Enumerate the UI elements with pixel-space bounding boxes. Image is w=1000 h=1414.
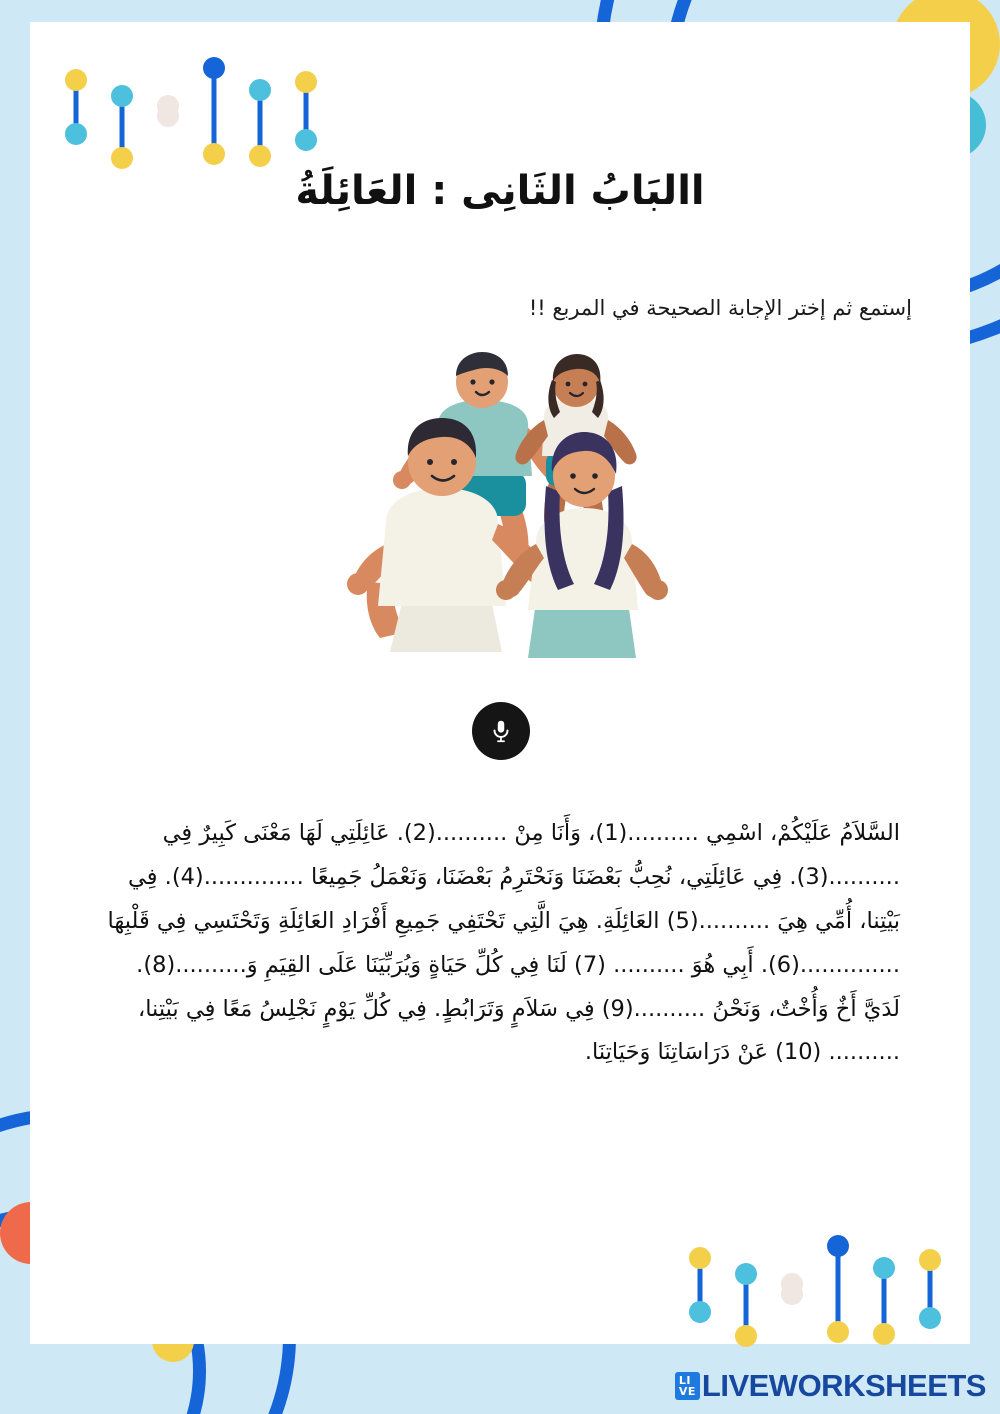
- barbell-cap-bottom: [781, 1283, 803, 1305]
- decorative-barbell: [204, 62, 224, 182]
- decorative-barbell: [920, 1240, 940, 1360]
- badge-line-2: VE: [678, 1385, 696, 1398]
- decorative-barbell: [690, 1240, 710, 1360]
- barbell-cap-bottom: [689, 1301, 711, 1323]
- barbell-cap-bottom: [873, 1323, 895, 1345]
- decorative-barbell: [828, 1240, 848, 1360]
- decorative-barbell: [736, 1240, 756, 1360]
- worksheet-sheet: [30, 22, 970, 1344]
- liveworksheets-logo: [675, 1368, 986, 1404]
- barbell-cap-top: [295, 71, 317, 93]
- instruction-text: إستمع ثم إختر الإجابة الصحيحة في المربع !!: [528, 296, 912, 320]
- audio-play-button[interactable]: [472, 702, 530, 760]
- decorative-barbells-bottom: [690, 1240, 940, 1360]
- barbell-cap-top: [689, 1247, 711, 1269]
- decorative-barbell: [296, 62, 316, 182]
- barbell-cap-top: [203, 57, 225, 79]
- barbell-cap-bottom: [919, 1307, 941, 1329]
- barbell-cap-top: [873, 1257, 895, 1279]
- decorative-barbell: [250, 62, 270, 182]
- badge-line-1: LI: [678, 1374, 691, 1387]
- barbell-cap-top: [249, 79, 271, 101]
- barbell-cap-top: [735, 1263, 757, 1285]
- barbell-cap-bottom: [157, 105, 179, 127]
- microphone-icon: [488, 718, 514, 744]
- decorative-barbell: [782, 1240, 802, 1360]
- decorative-barbell: [874, 1240, 894, 1360]
- barbell-cap-top: [919, 1249, 941, 1271]
- family-illustration: [330, 352, 670, 662]
- barbell-cap-bottom: [827, 1321, 849, 1343]
- barbell-cap-top: [111, 85, 133, 107]
- decorative-barbell: [112, 62, 132, 182]
- passage-text: السَّلاَمُ عَلَيْكُمْ، اسْمِي ..........(1)، وَأَنَا مِنْ ..........(2). عَائِلَتِي لَهَا مَعْنَى كَبِيرٌ فِي ..........(3). فِي عَائِلَتِي، نُحِبُّ بَعْضَنَا وَنَحْتَرِمُ بَعْضَنَا، وَنَعْمَلُ جَمِيعًا ..............(4). فِي بَيْتِنا، أُمِّي هِيَ ..........(5) العَائِلَةِ. هِيَ الَّتِي تَحْتَفِي جَمِيعِ أَفْرَادِ العَائِلَةِ وَتَحْتَسِي فِي قَلْبِهَا ..............(6). أَبِي هُوَ .......... (7) لَنَا فِي كُلِّ حَيَاةٍ وَيُرَبِّيَنَا عَلَى القِيَمِ وَ..........(8). لَدَيَّ أَخٌ وَأُخْتٌ، وَنَحْنُ ..........(9) فِي سَلاَمٍ وَتَرَابُطٍ. فِي كُلِّ يَوْمٍ نَجْلِسُ مَعًا فِي بَيْتِنا، .......... (10) عَنْ دَرَاسَاتِنَا وَحَيَاتِنَا.: [107, 820, 900, 1066]
- barbell-stem: [212, 68, 217, 154]
- barbell-cap-top: [65, 69, 87, 91]
- barbell-cap-bottom: [111, 147, 133, 169]
- page-title: االبَابُ الثَانِى : العَائِلَةُ: [295, 168, 705, 214]
- decorative-barbells-top: [66, 62, 316, 182]
- barbell-cap-bottom: [203, 143, 225, 165]
- liveworksheets-badge: [675, 1372, 700, 1400]
- decorative-barbell: [66, 62, 86, 182]
- barbell-cap-bottom: [295, 129, 317, 151]
- barbell-cap-bottom: [249, 145, 271, 167]
- barbell-cap-bottom: [65, 123, 87, 145]
- decorative-barbell: [158, 62, 178, 182]
- barbell-cap-top: [827, 1235, 849, 1257]
- barbell-stem: [836, 1246, 841, 1332]
- liveworksheets-wordmark: LIVEWORKSHEETS: [701, 1368, 986, 1403]
- barbell-cap-bottom: [735, 1325, 757, 1347]
